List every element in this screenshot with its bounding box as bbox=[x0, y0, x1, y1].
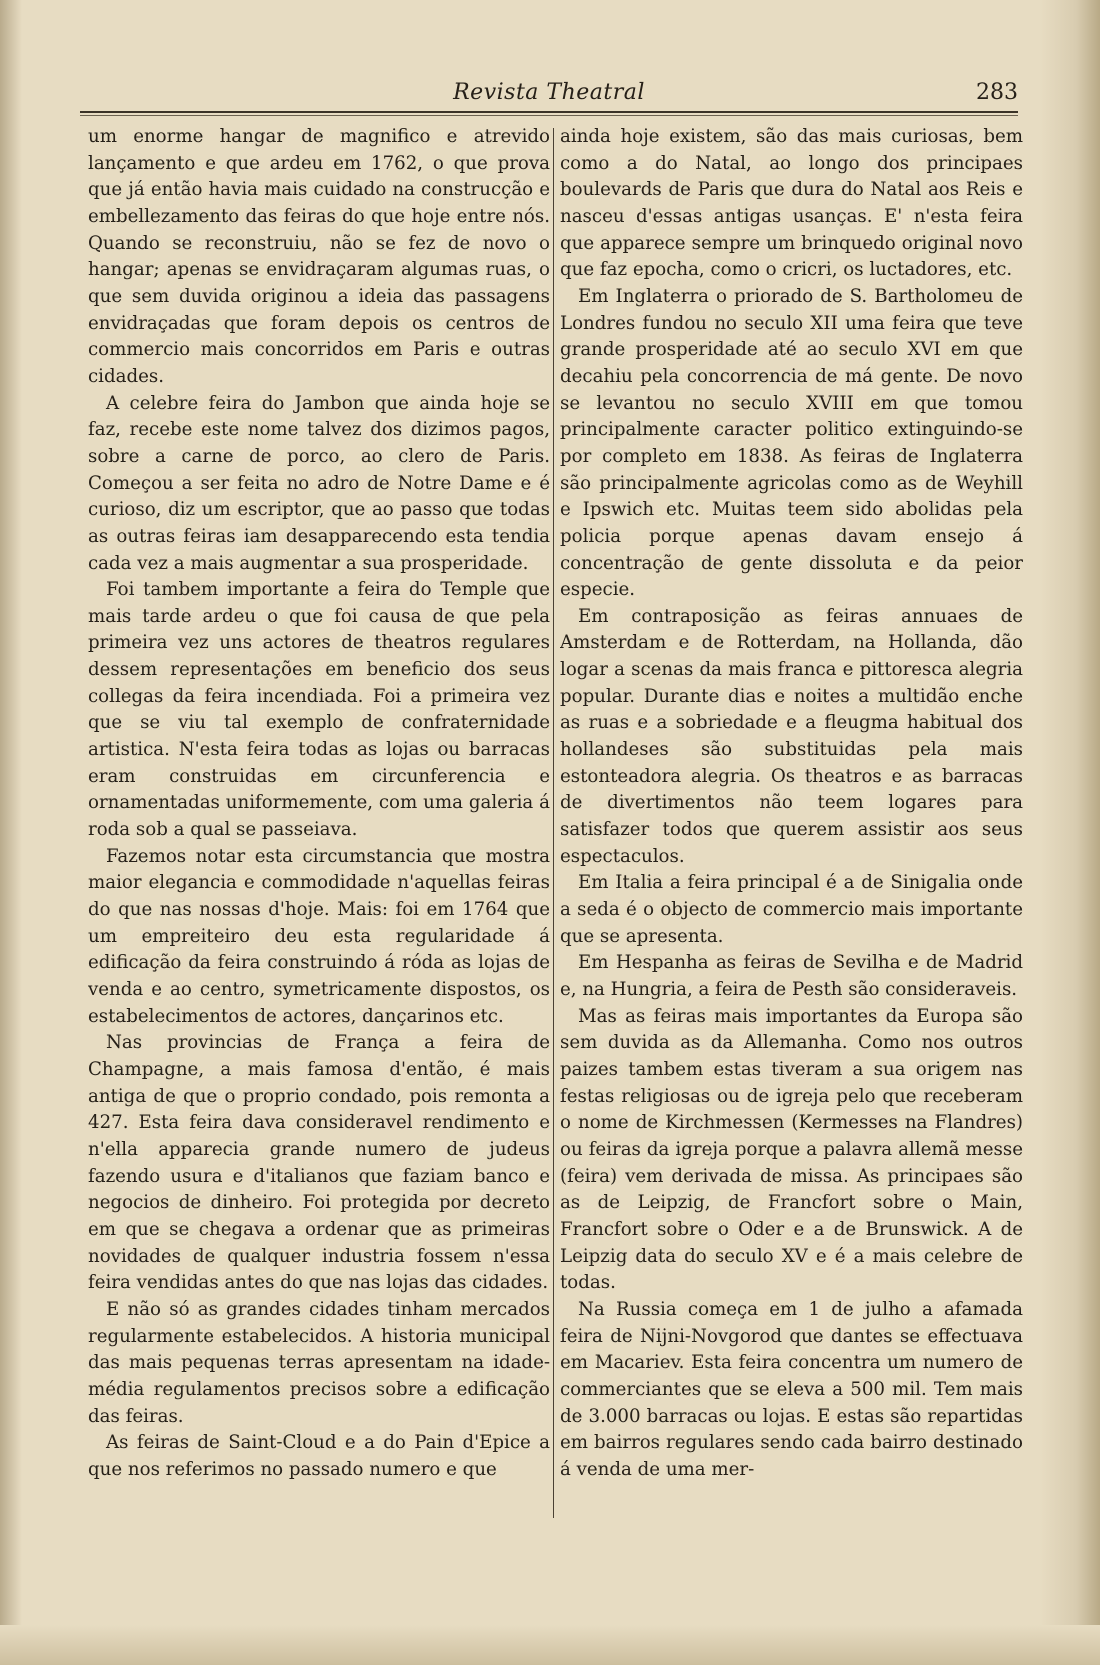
paragraph: Em Italia a feira principal é a de Sinigalia onde a seda é o objecto de commercio mais importante que se apresenta. bbox=[560, 872, 1023, 947]
page-number: 283 bbox=[976, 80, 1018, 105]
page-edge-left bbox=[0, 0, 22, 1665]
paragraph: um enorme hangar de magnifico e atrevido lançamento e que ardeu em 1762, o que prova que já então havia mais cuidado na construcção e embellezamento das feiras do que hoje entre nós. Quando se reconstruiu, não se fez de novo o hangar; apenas se envidraçaram algumas ruas, o que sem duvida originou a ideia das passagens envidraçadas que foram depois os centros de commercio mais concorridos em Paris e outras cidades. bbox=[88, 126, 550, 387]
page-header bbox=[80, 80, 1018, 110]
paragraph: E não só as grandes cidades tinham mercados regularmente estabelecidos. A historia municipal das mais pequenas terras apresentam na idade-média regulamentos precisos sobre a edificação das feiras. bbox=[88, 1298, 550, 1427]
paragraph: Em contraposição as feiras annuaes de Amsterdam e de Rotterdam, na Hollanda, dão logar a scenas da mais franca e pittoresca alegria popular. Durante dias e noites a multidão enche as ruas e a sobriedade e a fleugma habitual dos hollandeses são substituidas pela mais estonteadora alegria. Os theatros e as barracas de divertimentos não teem logares para satisfazer todos que querem assistir aos seus espectaculos. bbox=[560, 605, 1023, 867]
right-column bbox=[560, 124, 1023, 1529]
paragraph: Na Russia começa em 1 de julho a afamada feira de Nijni-Novgorod que dantes se effectuava em Macariev. Esta feira concentra um numero de commerciantes que se eleva a 500 mil. Tem mais de 3.000 barracas ou lojas. E estas são repartidas em bairros regulares sendo cada bairro destinado á venda de uma mer- bbox=[560, 1298, 1023, 1480]
paragraph: Nas provincias de França a feira de Champagne, a mais famosa d'então, é mais antiga de que o proprio condado, pois remonta a 427. Esta feira dava consideravel rendimento e n'ella apparecia grande numero de judeus fazendo usura e d'italianos que faziam banco e negocios de dinheiro. Foi protegida por decreto em que se chegava a ordenar que as primeiras novidades de qualquer industria fossem n'essa feira vendidas antes do que nas lojas das cidades. bbox=[88, 1032, 550, 1294]
paragraph: Mas as feiras mais importantes da Europa são sem duvida as da Allemanha. Como nos outros paizes tambem estas tiveram a sua origem nas festas religiosas ou de igreja pelo que receberam o nome de Kirchmessen (Kermesses na Flandres) ou feiras da igreja porque a palavra allemã messe (feira) vem derivada de missa. As principaes são as de Leipzig, de Francfort sobre o Main, Francfort sobre o Oder e a de Brunswick. A de Leipzig data do seculo XV e é a mais celebre de todas. bbox=[560, 1005, 1023, 1294]
page-edge-bottom bbox=[0, 1625, 1100, 1665]
paragraph: As feiras de Saint-Cloud e a do Pain d'Epice a que nos referimos no passado numero e que bbox=[88, 1432, 550, 1480]
page-edge-right bbox=[1040, 0, 1100, 1665]
running-title: Revista Theatral bbox=[453, 80, 645, 105]
paragraph: Fazemos notar esta circumstancia que mostra maior elegancia e commodidade n'aquellas feiras do que nas nossas d'hoje. Mais: foi em 1764 que um empreiteiro deu esta regularidade á edificação da feira construindo á róda as lojas de venda e ao centro, symetricamente dispostos, os estabelecimentos de actores, dançarinos etc. bbox=[88, 845, 550, 1027]
header-rule bbox=[80, 111, 1018, 113]
paragraph: ainda hoje existem, são das mais curiosas, bem como a do Natal, ao longo dos principaes boulevards de Paris que dura do Natal aos Reis e nasceu d'essas antigas usanças. E' n'esta feira que apparece sempre um brinquedo original novo que faz epocha, como o cricri, os luctadores, etc. bbox=[560, 126, 1023, 281]
paragraph: A celebre feira do Jambon que ainda hoje se faz, recebe este nome talvez dos dizimos pagos, sobre a carne de porco, ao clero de Paris. Começou a ser feita no adro de Notre Dame e é curioso, diz um escriptor, que ao passo que todas as outras feiras iam desapparecendo esta tendia cada vez a mais augmentar a sua prosperidade. bbox=[88, 392, 550, 574]
header-rule-thin bbox=[80, 115, 1018, 116]
paragraph: Em Hespanha as feiras de Sevilha e de Madrid e, na Hungria, a feira de Pesth são consideraveis. bbox=[560, 952, 1023, 1000]
column-divider bbox=[553, 128, 554, 1518]
paragraph: Em Inglaterra o priorado de S. Bartholomeu de Londres fundou no seculo XII uma feira que teve grande prosperidade até ao seculo XVI em que decahiu pela concorrencia de má gente. De novo se levantou no seculo XVIII em que tomou principalmente caracter politico extinguindo-se por completo em 1838. As feiras de Inglaterra são principalmente agricolas como as de Weyhill e Ipswich etc. Muitas teem sido abolidas pela policia porque apenas davam ensejo á concentração de gente dissoluta e da peior especie. bbox=[560, 285, 1023, 601]
left-column bbox=[88, 124, 550, 1529]
paragraph: Foi tambem importante a feira do Temple que mais tarde ardeu o que foi causa de que pela primeira vez uns actores de theatros regulares dessem representações em beneficio dos seus collegas da feira incendiada. Foi a primeira vez que se viu tal exemplo de confraternidade artistica. N'esta feira todas as lojas ou barracas eram construidas em circunferencia e ornamentadas uniformemente, com uma galeria á roda sob a qual se passeiava. bbox=[88, 579, 550, 841]
